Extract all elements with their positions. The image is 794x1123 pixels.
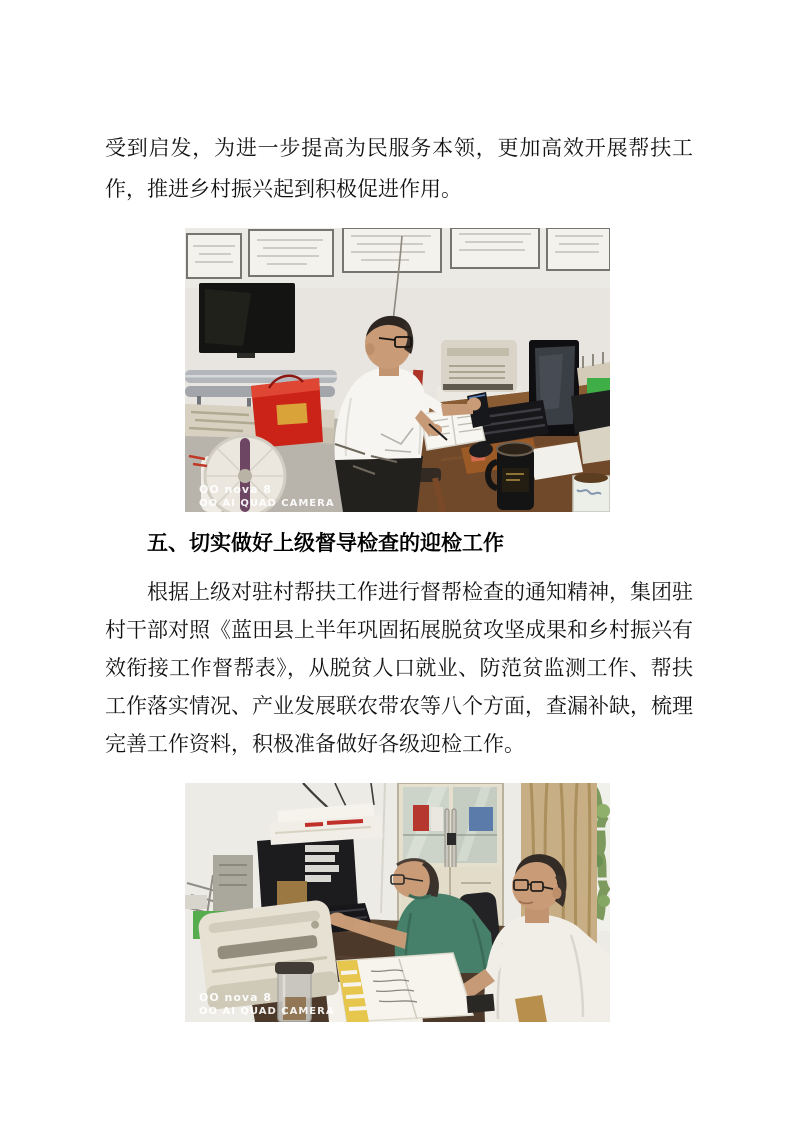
printer: [437, 340, 521, 400]
ceramic-jar: [573, 473, 610, 512]
photo-office-review-scene: [185, 783, 610, 1022]
red-gift-bag: [251, 376, 323, 448]
watermark-line-1: OO nova 8: [199, 483, 272, 496]
section-heading: 五、切实做好上级督导检查的迎检工作: [147, 532, 504, 555]
section-paragraph: 根据上级对驻村帮扶工作进行督帮检查的通知精神，集团驻村干部对照《蓝田县上半年巩固拓展脱贫攻坚成果和乡村振兴有效衔接工作督帮表》，从脱贫人口就业、防范贫监测工作、帮扶工作落实情况、产业发展联农带农等八个方面，查漏补缺，梳理完善工作资料，积极准备做好各级迎检工作。: [105, 580, 693, 756]
watermark-line-2: OO AI QUAD CAMERA: [199, 1006, 335, 1017]
watermark-line-1: OO nova 8: [199, 991, 272, 1004]
ear: [553, 887, 562, 899]
photo-office-review: [185, 783, 610, 1022]
watermark-line-2: OO AI QUAD CAMERA: [199, 498, 335, 509]
open-binder: [325, 953, 473, 1022]
photo-office-writing: [185, 228, 610, 512]
dark-item: [466, 994, 494, 1013]
tv: [199, 283, 295, 358]
tan-box: [515, 995, 547, 1022]
ear: [366, 343, 375, 355]
intro-paragraph: 受到启发，为进一步提高为民服务本领，更加高效开展帮扶工作，推进乡村振兴起到积极促进作用。: [105, 136, 693, 201]
photo-office-writing-scene: [185, 228, 610, 512]
